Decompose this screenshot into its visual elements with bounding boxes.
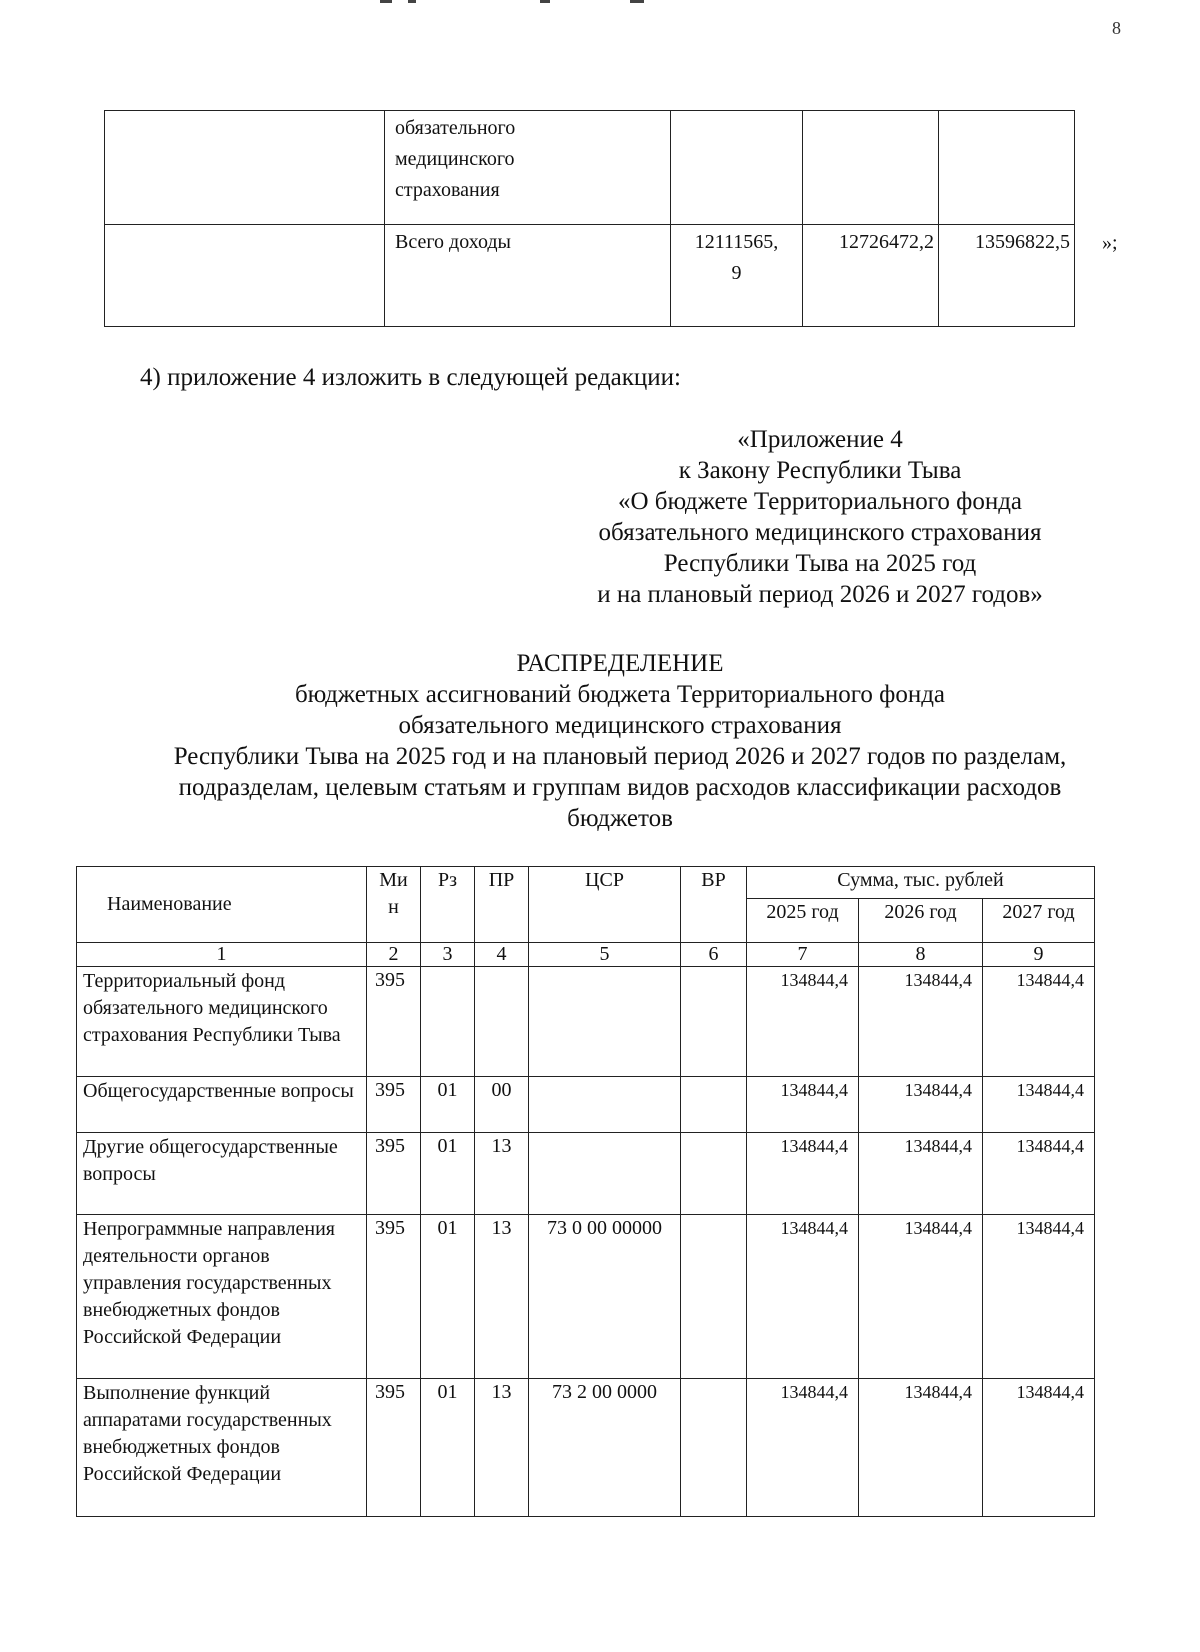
budget-table (76, 866, 1095, 1517)
row-rz: 01 (421, 1379, 475, 1517)
row-value-2025: 134844,4 (747, 1133, 859, 1215)
table-row (105, 225, 1075, 327)
row-value-2025: 134844,4 (747, 967, 859, 1077)
row-value-2027: 134844,4 (983, 1077, 1095, 1133)
distribution-subtitle-line: бюджетов (567, 805, 673, 832)
row-value-2027: 134844,4 (983, 1379, 1095, 1517)
header-name: Наименование (77, 867, 367, 943)
row-pr: 00 (475, 1077, 529, 1133)
row-vr (681, 1215, 747, 1379)
header-vr: ВР (681, 867, 747, 943)
income-table (104, 110, 1075, 327)
value-2026: 12726472,2 (803, 225, 939, 327)
column-number: 1 (77, 943, 367, 967)
instruction-text: 4) приложение 4 изложить в следующей редакции: (140, 364, 681, 391)
row-min: 395 (367, 1077, 421, 1133)
header-min-line1: Ми (379, 869, 408, 891)
header-sum: Сумма, тыс. рублей (747, 867, 1095, 899)
row-value-2026: 134844,4 (859, 1133, 983, 1215)
row-rz: 01 (421, 1133, 475, 1215)
row-pr: 13 (475, 1133, 529, 1215)
row-vr (681, 1077, 747, 1133)
header-2026: 2026 год (859, 899, 983, 943)
closing-quote: »; (1102, 232, 1118, 254)
value-2027: 13596822,5 (939, 225, 1075, 327)
row-value-2027: 134844,4 (983, 967, 1095, 1077)
column-number: 2 (367, 943, 421, 967)
table-row (105, 111, 1075, 225)
column-number: 5 (529, 943, 681, 967)
column-number: 6 (681, 943, 747, 967)
header-rz: Рз (421, 867, 475, 943)
table-row (77, 967, 1095, 1077)
row-value-2026: 134844,4 (859, 1077, 983, 1133)
table-row (77, 1379, 1095, 1517)
header-2027: 2027 год (983, 899, 1095, 943)
row-pr (475, 967, 529, 1077)
row-rz: 01 (421, 1077, 475, 1133)
table-row (77, 1215, 1095, 1379)
table-row (77, 1077, 1095, 1133)
value-2025-line2: 9 (731, 262, 742, 284)
row-csr (529, 1133, 681, 1215)
distribution-subtitle-line: Республики Тыва на 2025 год и на плановый период 2026 и 2027 годов по разделам, (173, 743, 1067, 770)
row-csr: 73 0 00 00000 (529, 1215, 681, 1379)
row-min: 395 (367, 1133, 421, 1215)
header-min (367, 867, 421, 943)
page-number: 8 (1112, 18, 1121, 38)
row-value-2025: 134844,4 (747, 1215, 859, 1379)
column-number: 7 (747, 943, 859, 967)
column-number: 3 (421, 943, 475, 967)
table-cell (385, 111, 671, 225)
row-value-2027: 134844,4 (983, 1215, 1095, 1379)
table-cell (105, 111, 385, 225)
header-min-line2: н (388, 896, 399, 918)
appendix-line: «Приложение 4 (737, 426, 903, 453)
row-pr: 13 (475, 1215, 529, 1379)
row-pr: 13 (475, 1379, 529, 1517)
row-name-line: страхования (395, 179, 500, 201)
row-vr (681, 967, 747, 1077)
appendix-line: обязательного медицинского страхования (598, 519, 1042, 546)
row-csr (529, 1077, 681, 1133)
row-name: Другие общегосударственные вопросы (77, 1133, 367, 1215)
row-name: Всего доходы (385, 225, 671, 327)
column-number: 9 (983, 943, 1095, 967)
row-name-line: обязательного (395, 117, 516, 139)
distribution-heading (120, 648, 1120, 834)
appendix-line: и на плановый период 2026 и 2027 годов» (597, 581, 1043, 608)
row-name: Общегосударственные вопросы (77, 1077, 367, 1133)
table-cell (671, 111, 803, 225)
row-name: Непрограммные направления деятельности органов управления государственных внебюджетных фондов Российской Федерации (77, 1215, 367, 1379)
header-csr: ЦСР (529, 867, 681, 943)
value-2025-line1: 12111565, (694, 231, 779, 253)
appendix-header (520, 424, 1120, 610)
row-rz: 01 (421, 1215, 475, 1379)
row-value-2027: 134844,4 (983, 1133, 1095, 1215)
table-cell (803, 111, 939, 225)
row-name-line: медицинского (395, 148, 515, 170)
column-number: 4 (475, 943, 529, 967)
row-vr (681, 1379, 747, 1517)
row-name: Выполнение функций аппаратами государственных внебюджетных фондов Российской Федерации (77, 1379, 367, 1517)
header-2025: 2025 год (747, 899, 859, 943)
scan-artifact (380, 0, 650, 4)
row-value-2025: 134844,4 (747, 1379, 859, 1517)
row-value-2026: 134844,4 (859, 967, 983, 1077)
appendix-line: Республики Тыва на 2025 год (663, 550, 977, 577)
row-min: 395 (367, 967, 421, 1077)
distribution-subtitle-line: бюджетных ассигнований бюджета Территориального фонда (294, 681, 946, 708)
distribution-subtitle-line: подразделам, целевым статьям и группам видов расходов классификации расходов (178, 774, 1062, 801)
header-row (77, 867, 1095, 899)
header-pr: ПР (475, 867, 529, 943)
row-vr (681, 1133, 747, 1215)
row-csr (529, 967, 681, 1077)
row-value-2025: 134844,4 (747, 1077, 859, 1133)
row-min: 395 (367, 1215, 421, 1379)
row-name: Территориальный фонд обязательного медицинского страхования Республики Тыва (77, 967, 367, 1077)
distribution-title: РАСПРЕДЕЛЕНИЕ (516, 650, 724, 677)
value-2025 (671, 225, 803, 327)
column-number: 8 (859, 943, 983, 967)
row-value-2026: 134844,4 (859, 1379, 983, 1517)
column-number-row (77, 943, 1095, 967)
table-cell (105, 225, 385, 327)
row-value-2026: 134844,4 (859, 1215, 983, 1379)
appendix-line: к Закону Республики Тыва (678, 457, 962, 484)
table-row (77, 1133, 1095, 1215)
appendix-line: «О бюджете Территориального фонда (617, 488, 1023, 515)
row-rz (421, 967, 475, 1077)
distribution-subtitle-line: обязательного медицинского страхования (398, 712, 842, 739)
row-csr: 73 2 00 0000 (529, 1379, 681, 1517)
table-cell (939, 111, 1075, 225)
row-min: 395 (367, 1379, 421, 1517)
